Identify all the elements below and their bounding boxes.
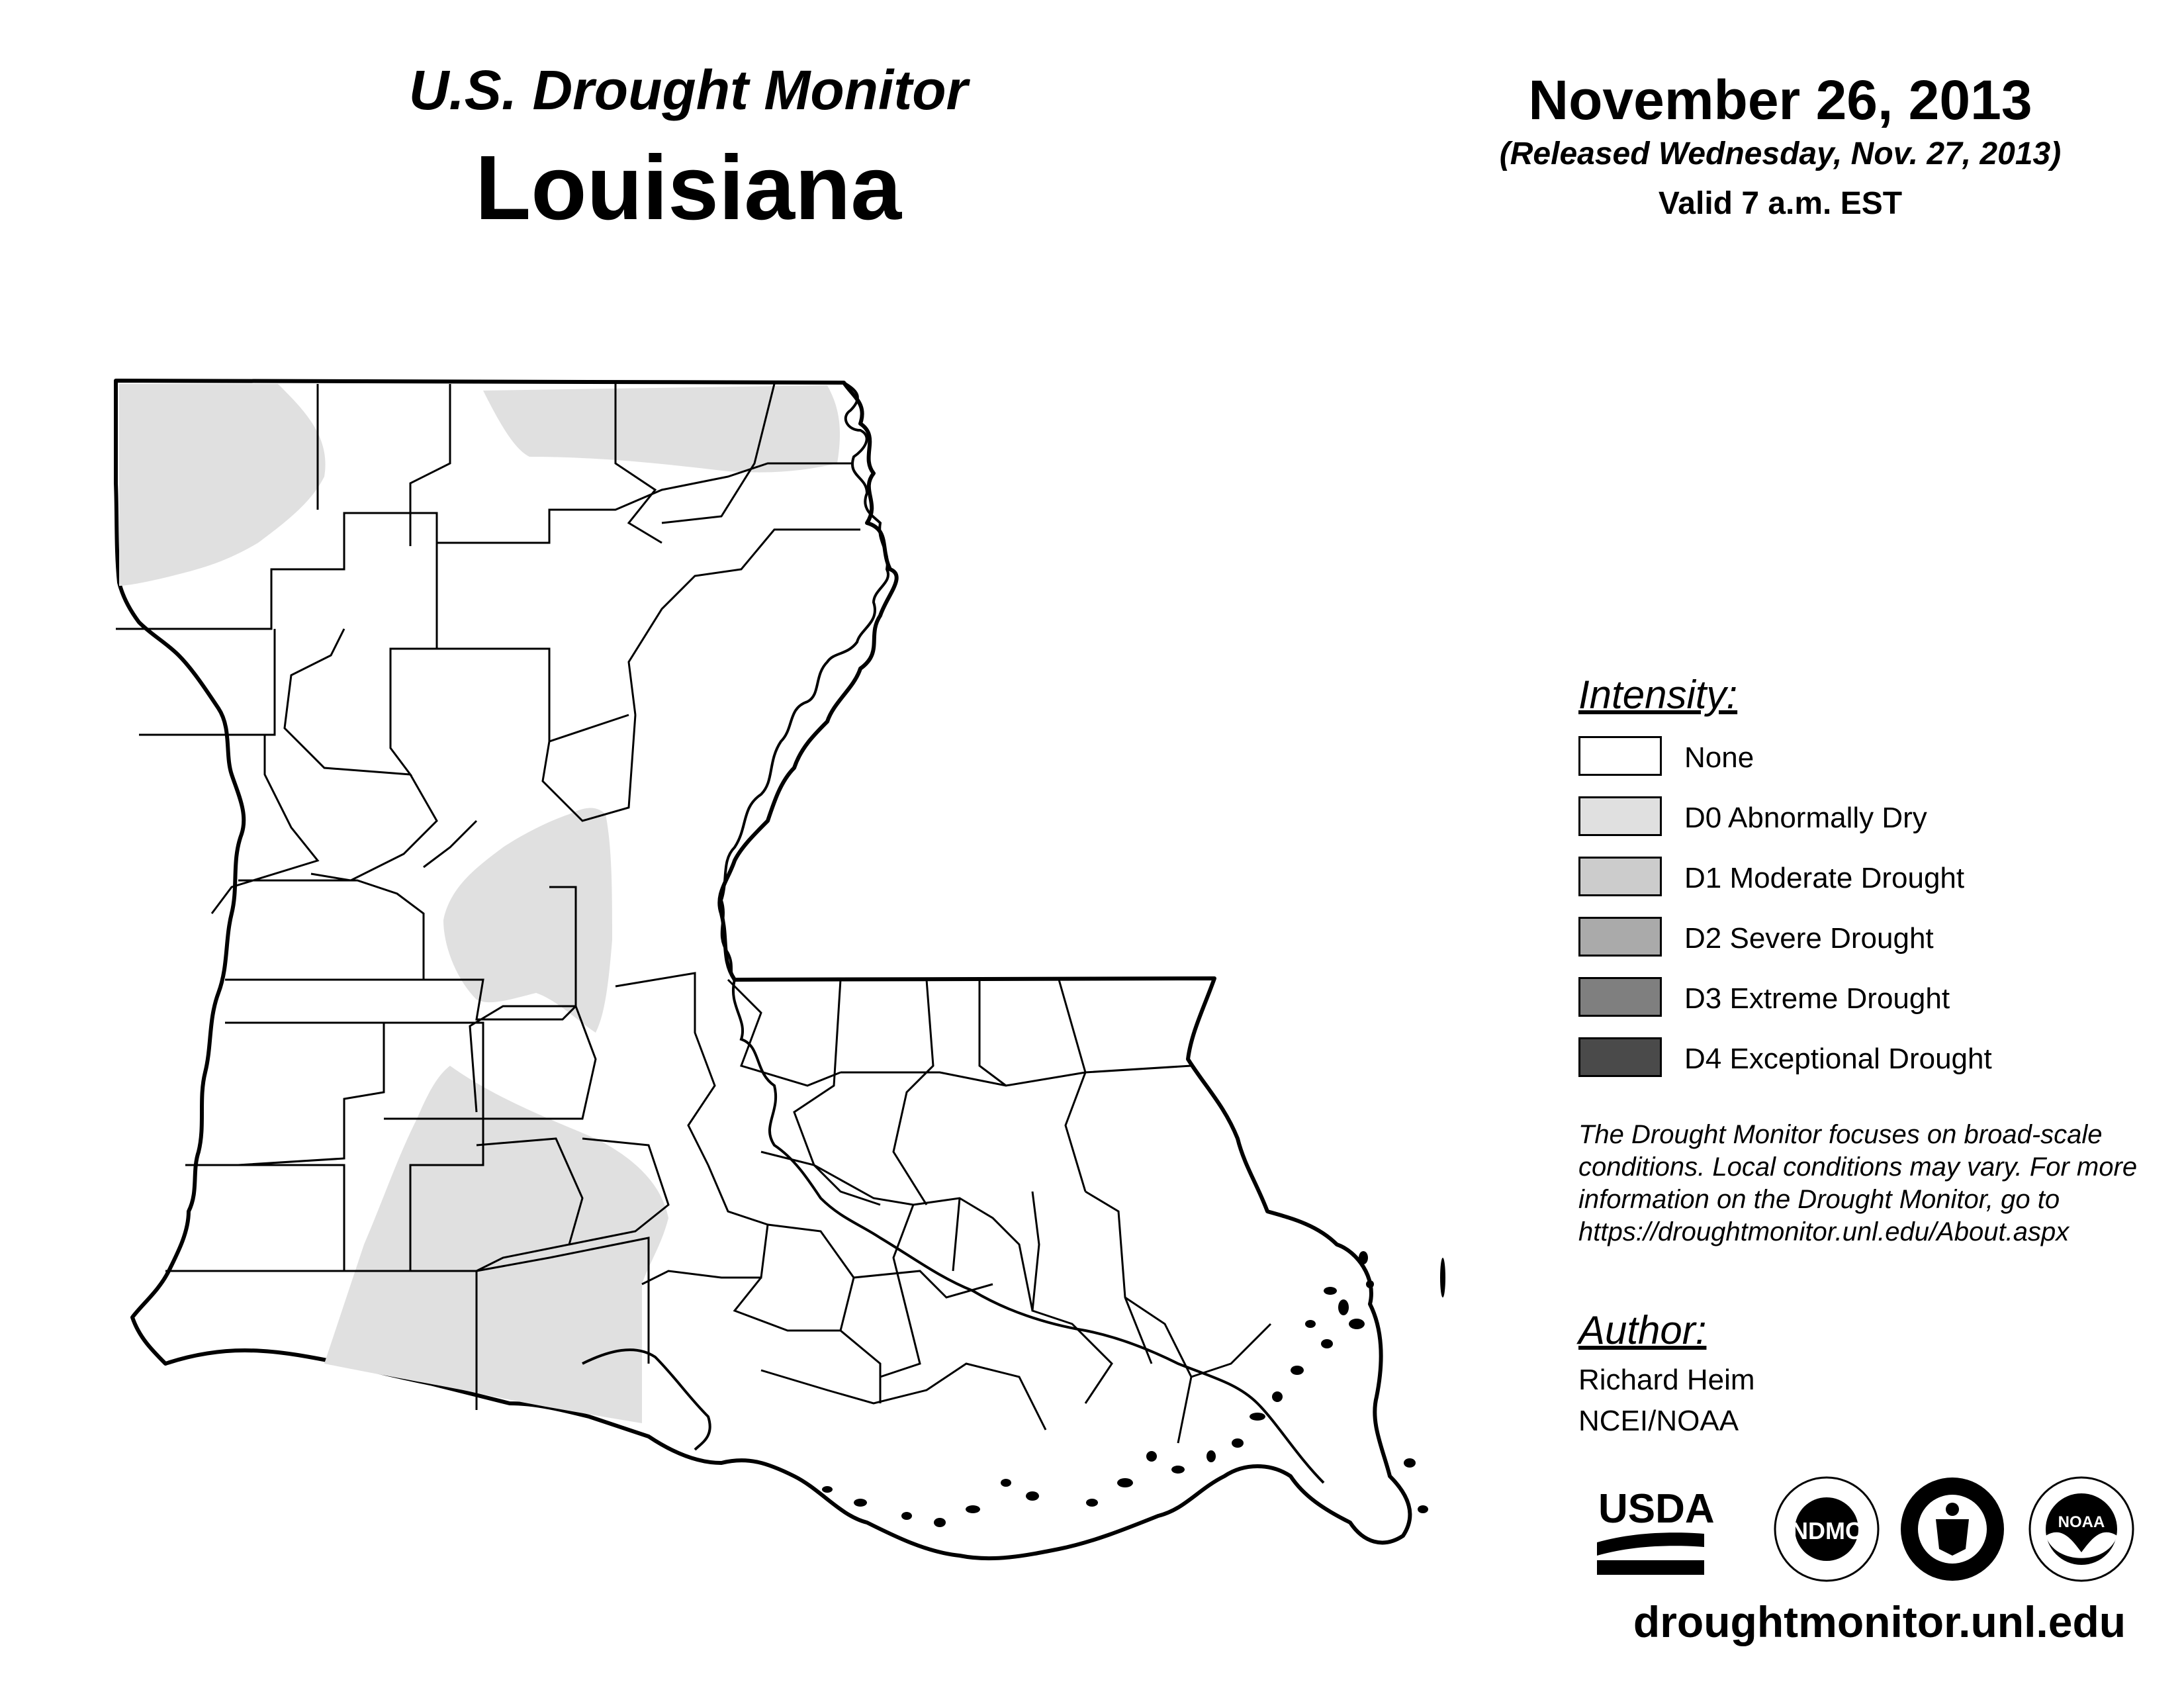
- svg-text:USDA: USDA: [1598, 1486, 1715, 1532]
- state-outline: [116, 381, 1410, 1558]
- author-org: NCEI/NOAA: [1578, 1405, 1739, 1437]
- author-name: Richard Heim: [1578, 1364, 1755, 1396]
- release-date: (Released Wednesday, Nov. 27, 2013): [1499, 136, 2062, 171]
- author-title: Author:: [1578, 1308, 1707, 1352]
- svg-text:NOAA: NOAA: [2058, 1513, 2105, 1531]
- valid-time: Valid 7 a.m. EST: [1658, 186, 1903, 221]
- legend-swatch: [1578, 977, 1662, 1017]
- legend-swatch: [1578, 857, 1662, 896]
- legend-label: D0 Abnormally Dry: [1684, 802, 1927, 834]
- monitor-title: U.S. Drought Monitor: [408, 59, 968, 121]
- legend-label: D1 Moderate Drought: [1684, 862, 1965, 894]
- legend-swatch: [1578, 1037, 1662, 1077]
- legend-swatch: [1578, 796, 1662, 836]
- legend-label: D3 Extreme Drought: [1684, 982, 1950, 1015]
- ndmc-logo: [1775, 1477, 1878, 1581]
- map-date: November 26, 2013: [1528, 69, 2032, 131]
- noaa-logo: [2030, 1477, 2133, 1581]
- legend-swatch: [1578, 736, 1662, 776]
- legend-label: D2 Severe Drought: [1684, 922, 1934, 955]
- svg-text:NDMC: NDMC: [1791, 1517, 1862, 1544]
- website-url[interactable]: droughtmonitor.unl.edu: [1633, 1597, 2126, 1646]
- legend-label: None: [1684, 741, 1754, 774]
- disclaimer-note: The Drought Monitor focuses on broad-scale conditions. Local conditions may vary. For more information on the Drought Monitor, go to https://droughtmonitor.unl.edu/About.aspx: [1578, 1120, 2138, 1246]
- commerce-seal: [1901, 1477, 2004, 1581]
- state-title: Louisiana: [475, 137, 902, 239]
- legend-swatch: [1578, 917, 1662, 957]
- legend-title: Intensity:: [1578, 673, 1738, 717]
- legend-label: D4 Exceptional Drought: [1684, 1043, 1992, 1075]
- partner-logos: [1578, 1473, 2174, 1585]
- usda-logo: [1597, 1486, 1715, 1575]
